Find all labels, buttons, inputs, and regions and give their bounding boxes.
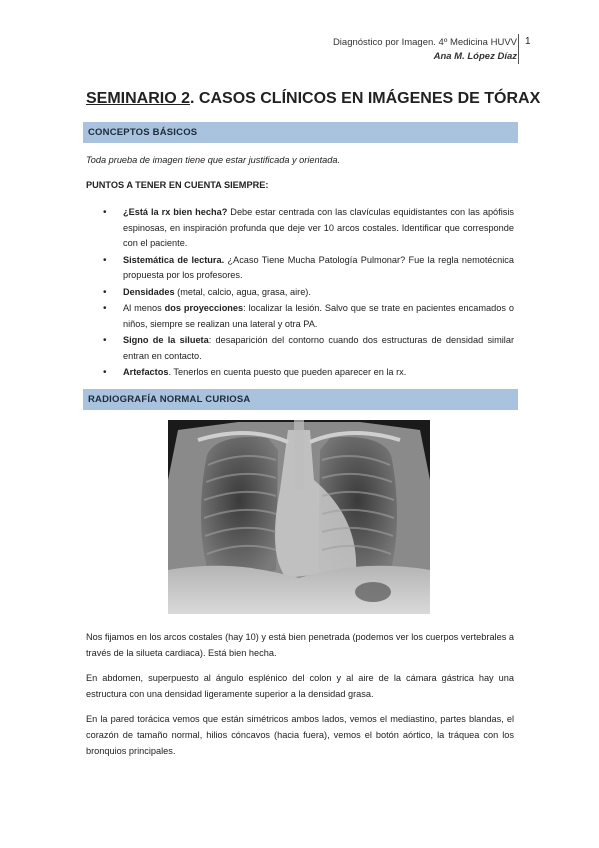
list-item <box>86 205 514 252</box>
list-item <box>86 333 514 364</box>
item-text: ¿Acaso Tiene Mucha Patología Pulmonar? Fue la regla nemotécnica propuesta por los profesores. <box>123 254 514 280</box>
section-heading-conceptos <box>83 122 518 143</box>
section-heading-label: CONCEPTOS BÁSICOS <box>88 127 198 138</box>
section-heading-label: RADIOGRAFÍA NORMAL CURIOSA <box>88 394 251 405</box>
list-item <box>86 253 514 284</box>
intro-text: Toda prueba de imagen tiene que estar justificada y orientada. <box>86 155 341 165</box>
item-text: Debe estar centrada con las clavículas equidistantes con las apófisis espinosas, en inspiración profunda que deje ver 10 arcos costales. Identificar que corresponde con el paciente. <box>123 207 514 248</box>
section-heading-radiografia <box>83 389 518 410</box>
key-points-list <box>86 205 514 382</box>
item-bold: dos proyecciones <box>164 303 244 313</box>
list-item <box>86 301 514 332</box>
item-bold: ¿Está la rx bien hecha? <box>123 207 228 217</box>
title-seminar: SEMINARIO 2 <box>86 90 191 107</box>
paragraph: En abdomen, superpuesto al ángulo esplénico del colon y al aire de la cámara gástrica hay una estructura con una densidad ligeramente superior a la densidad grasa. <box>86 673 514 699</box>
item-bold: Densidades <box>123 286 175 297</box>
list-item <box>86 365 514 381</box>
list-item <box>86 285 514 301</box>
subheading-puntos: PUNTOS A TENER EN CUENTA SIEMPRE: <box>86 180 269 190</box>
title-rest: . CASOS CLÍNICOS EN IMÁGENES DE TÓRAX <box>190 90 541 107</box>
item-text: . Tenerlos en cuenta puesto que pueden aparecer en la rx. <box>168 367 407 377</box>
page-number: 1 <box>525 36 531 47</box>
item-bold: Signo de la silueta <box>123 335 209 345</box>
item-text: (metal, calcio, agua, grasa, aire). <box>174 286 311 297</box>
chest-xray-image <box>168 420 430 614</box>
header-author: Ana M. López Díaz <box>433 51 517 62</box>
paragraph: En la pared torácica vemos que están simétricos ambos lados, vemos el mediastino, partes blandas, el corazón de tamaño normal, hilios cóncavos (hacia fuera), vemos el botón aórtico, la tráquea con los bronquios principales. <box>86 714 514 756</box>
item-bold: Sistemática de lectura. <box>123 254 225 265</box>
header-course: Diagnóstico por Imagen. 4º Medicina HUVV <box>332 37 517 48</box>
item-bold: Artefactos <box>123 367 169 377</box>
header-divider <box>518 34 519 64</box>
item-pre: Al menos <box>123 303 165 313</box>
chest-xray-drawing <box>168 420 430 614</box>
paragraph: Nos fijamos en los arcos costales (hay 10) y está bien penetrada (podemos ver los cuerpos vertebrales a través de la silueta cardiaca). Está bien hecha. <box>86 632 514 658</box>
item-text: : desaparición del contorno cuando dos estructuras de densidad similar entran en contacto. <box>123 335 514 361</box>
running-header <box>333 36 517 64</box>
page-title <box>86 90 540 108</box>
item-text: : localizar la lesión. Salvo que se trate en pacientes encamados o niños, siempre se realizan una lateral y otra PA. <box>123 303 514 329</box>
